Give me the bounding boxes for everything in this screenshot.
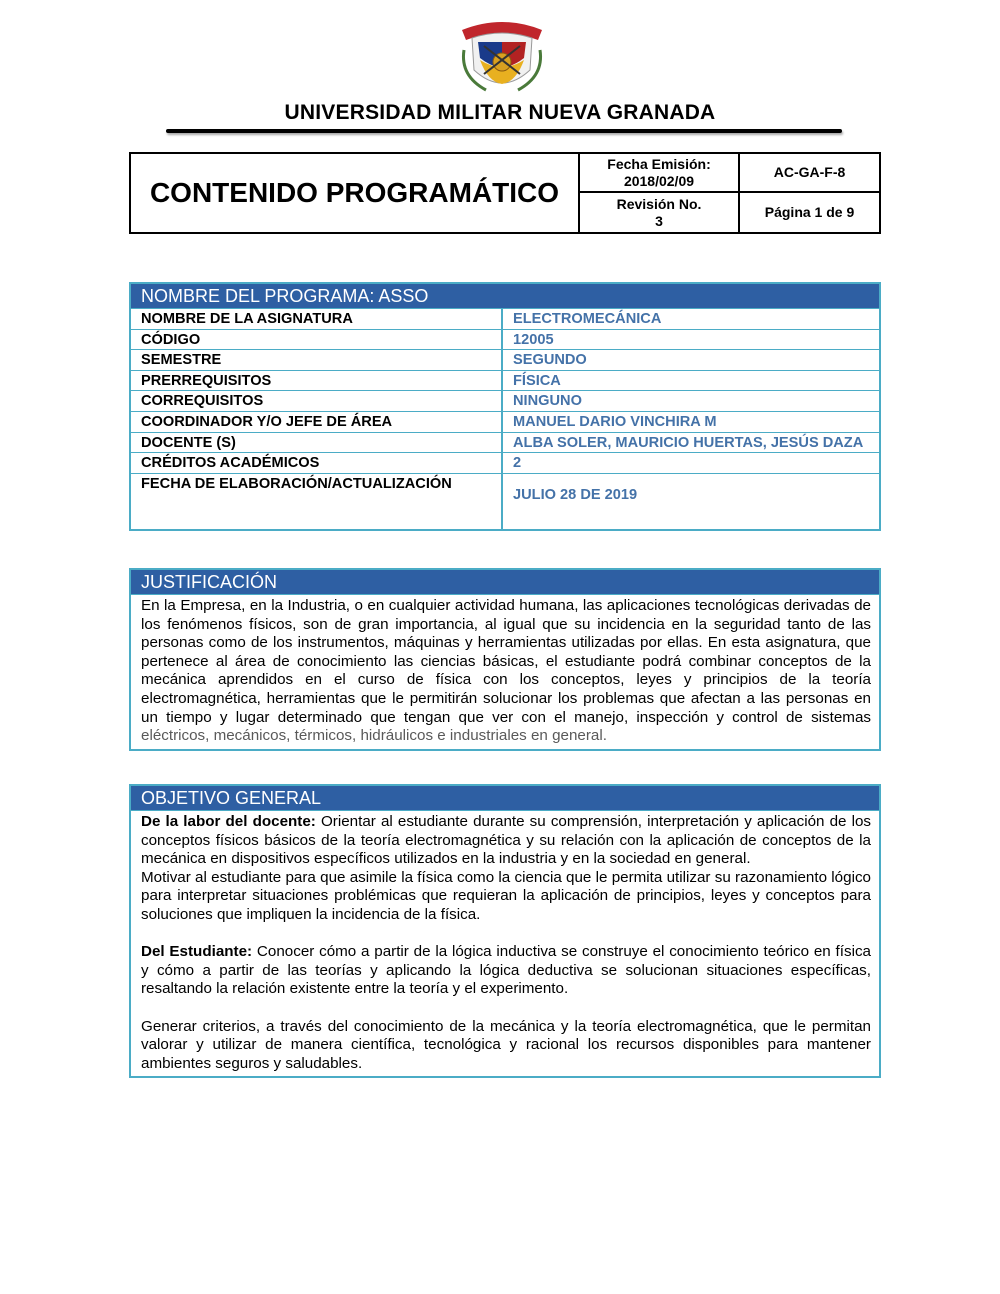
row-label: DOCENTE (S) bbox=[131, 432, 502, 453]
program-table bbox=[131, 309, 879, 529]
justification-heading: JUSTIFICACIÓN bbox=[131, 570, 879, 595]
row-value: ALBA SOLER, MAURICIO HUERTAS, JESÚS DAZA bbox=[502, 432, 879, 453]
row-value: FÍSICA bbox=[502, 370, 879, 391]
title-underline bbox=[166, 129, 842, 133]
table-row bbox=[131, 350, 879, 371]
table-row bbox=[131, 309, 879, 329]
table-row bbox=[131, 453, 879, 474]
objective-body bbox=[131, 811, 879, 1076]
student-objective-label: Del Estudiante: bbox=[141, 943, 253, 961]
justification-body bbox=[131, 595, 879, 749]
university-crest-logo bbox=[456, 20, 548, 98]
table-row bbox=[131, 411, 879, 432]
row-label: SEMESTRE bbox=[131, 350, 502, 371]
table-row bbox=[131, 473, 879, 529]
row-label: CRÉDITOS ACADÉMICOS bbox=[131, 453, 502, 474]
justification-text: En la Empresa, en la Industria, o en cualquier actividad humana, las aplicaciones tecnológicas derivadas de los fenómenos físicos, son de gran importancia, al igual que su incidencia en la seguridad tanto de las personas como de los instrumentos, máquinas y herramientas utilizadas por ellas. En esta asignatura, que pertenece al área de conocimiento las ciencias básicas, el estudiante podrá combinar conceptos de la mecánica aprendidos en el curso de física con los conceptos, leyes y principios de la teoría electromagnética, herramientas que le permitirán solucionar los problemas que afectan a las personas en un tiempo y lugar determinado que tengan que ver con el manejo, inspección y control de sistemas bbox=[141, 597, 871, 726]
row-value: NINGUNO bbox=[502, 391, 879, 412]
table-row bbox=[131, 391, 879, 412]
university-name: UNIVERSIDAD MILITAR NUEVA GRANADA bbox=[284, 101, 716, 124]
justification-section bbox=[129, 568, 881, 751]
table-row bbox=[131, 370, 879, 391]
row-value: 12005 bbox=[502, 329, 879, 350]
revision-cell bbox=[580, 193, 740, 232]
issue-date-value: 2018/02/09 bbox=[623, 172, 695, 189]
teacher-objective-label: De la labor del docente: bbox=[141, 813, 316, 830]
row-value: MANUEL DARIO VINCHIRA M bbox=[502, 411, 879, 432]
row-label: NOMBRE DE LA ASIGNATURA bbox=[131, 309, 502, 329]
teacher-objective-text: Orientar al estudiante durante su comprensión, interpretación y aplicación de los conceptos físicos básicos de la teoría electromagnética y su relación con la aplicación de conceptos de la mecánica en dispositivos específicos utilizados en la industria y en la sociedad en general. bbox=[141, 813, 871, 868]
table-row bbox=[131, 329, 879, 350]
issue-date-cell bbox=[580, 154, 740, 193]
student-objective-paragraph bbox=[141, 943, 871, 999]
row-value: SEGUNDO bbox=[502, 350, 879, 371]
motivation-paragraph: Motivar al estudiante para que asimile la física como la ciencia que le permita utilizar su razonamiento lógico para interpretar situaciones problémicas que requieran la aplicación de principios, leyes y conceptos para soluciones que impliquen la incidencia de la física. bbox=[141, 868, 871, 923]
page-indicator: Página 1 de 9 bbox=[764, 204, 855, 220]
row-label: COORDINADOR Y/O JEFE DE ÁREA bbox=[131, 411, 502, 432]
issue-date-label: Fecha Emisión: bbox=[607, 155, 711, 172]
row-value: ELECTROMECÁNICA bbox=[502, 309, 879, 329]
teacher-objective-paragraph bbox=[141, 813, 871, 869]
row-value: JULIO 28 DE 2019 bbox=[513, 486, 638, 503]
criteria-paragraph: Generar criterios, a través del conocimiento de la mecánica y la teoría electromagnética, que le permitan valorar y utilizar de manera científica, tecnológica y racional los recursos disponibles para mantener ambientes seguros y saludables. bbox=[141, 1017, 871, 1072]
row-label: CORREQUISITOS bbox=[131, 391, 502, 412]
row-label: PRERREQUISITOS bbox=[131, 370, 502, 391]
document-code: AC-GA-F-8 bbox=[740, 154, 879, 193]
row-label: CÓDIGO bbox=[131, 329, 502, 350]
row-label: FECHA DE ELABORACIÓN/ACTUALIZACIÓN bbox=[131, 473, 502, 529]
revision-value: 3 bbox=[655, 212, 663, 229]
program-section bbox=[129, 282, 881, 531]
revision-label: Revisión No. bbox=[616, 195, 702, 212]
document-title: CONTENIDO PROGRAMÁTICO bbox=[131, 154, 580, 232]
row-value: 2 bbox=[502, 453, 879, 474]
document-header bbox=[129, 152, 881, 234]
student-objective-text: Conocer cómo a partir de la lógica inductiva se construye el conocimiento teórico en física y cómo a partir de las teorías y aplicando la lógica deductiva se solucionan situaciones específicas, resaltando la relación existente entre la teoría y el experimento. bbox=[141, 943, 871, 998]
table-row bbox=[131, 432, 879, 453]
general-objective-section bbox=[129, 784, 881, 1078]
objective-heading: OBJETIVO GENERAL bbox=[131, 786, 879, 811]
program-heading: NOMBRE DEL PROGRAMA: ASSO bbox=[131, 284, 879, 309]
justification-text-end: eléctricos, mecánicos, térmicos, hidráulicos e industriales en general. bbox=[141, 727, 607, 745]
